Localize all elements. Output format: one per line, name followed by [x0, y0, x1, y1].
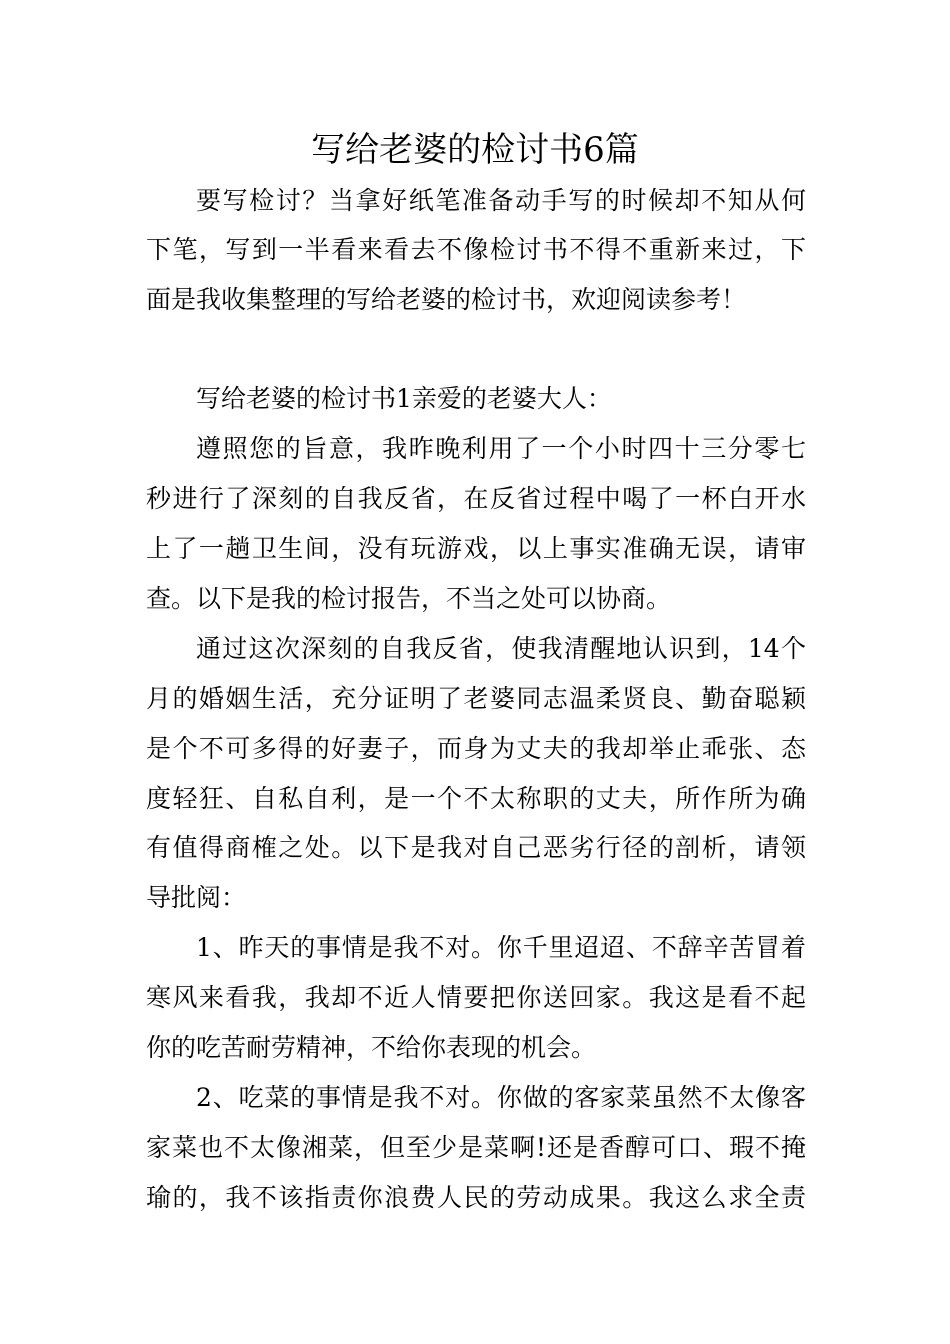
paragraph-line: 面是我收集整理的写给老婆的检讨书，欢迎阅读参考！: [146, 285, 747, 314]
paragraph-line: 月的婚姻生活，充分证明了老婆同志温柔贤良、勤奋聪颖: [146, 684, 806, 713]
paragraph-line: 1、昨天的事情是我不对。你千里迢迢、不辞辛苦冒着: [196, 933, 806, 962]
section-heading: 写给老婆的检讨书1亲爱的老婆大人：: [196, 384, 612, 413]
paragraph-line: 是个不可多得的好妻子，而身为丈夫的我却举止乖张、态: [146, 734, 806, 763]
paragraph-line: 度轻狂、自私自利，是一个不太称职的丈夫，所作所为确: [146, 784, 806, 813]
paragraph-line: 上了一趟卫生间，没有玩游戏，以上事实准确无误，请审: [146, 534, 806, 563]
document-title: 写给老婆的检讨书6篇: [311, 130, 639, 170]
paragraph-line: 遵照您的旨意，我昨晚利用了一个小时四十三分零七: [196, 434, 806, 463]
paragraph-line: 瑜的，我不该指责你浪费人民的劳动成果。我这么求全责: [146, 1183, 806, 1212]
paragraph-line: 导批阅：: [146, 883, 247, 912]
paragraph-line: 家菜也不太像湘菜，但至少是菜啊!还是香醇可口、瑕不掩: [146, 1133, 806, 1162]
paragraph-line: 秒进行了深刻的自我反省，在反省过程中喝了一杯白开水: [146, 484, 806, 513]
paragraph-line: 通过这次深刻的自我反省，使我清醒地认识到，14个: [196, 634, 806, 663]
paragraph-line: 有值得商榷之处。以下是我对自己恶劣行径的剖析，请领: [146, 833, 806, 862]
paragraph-line: 寒风来看我，我却不近人情要把你送回家。我这是看不起: [146, 983, 806, 1012]
paragraph-line: 你的吃苦耐劳精神，不给你表现的机会。: [146, 1033, 597, 1062]
paragraph-line: 查。以下是我的检讨报告，不当之处可以协商。: [146, 584, 672, 613]
paragraph-line: 要写检讨？当拿好纸笔准备动手写的时候却不知从何: [196, 186, 806, 215]
paragraph-line: 2、吃菜的事情是我不对。你做的客家菜虽然不太像客: [196, 1083, 806, 1112]
paragraph-line: 下笔，写到一半看来看去不像检讨书不得不重新来过，下: [146, 235, 806, 264]
